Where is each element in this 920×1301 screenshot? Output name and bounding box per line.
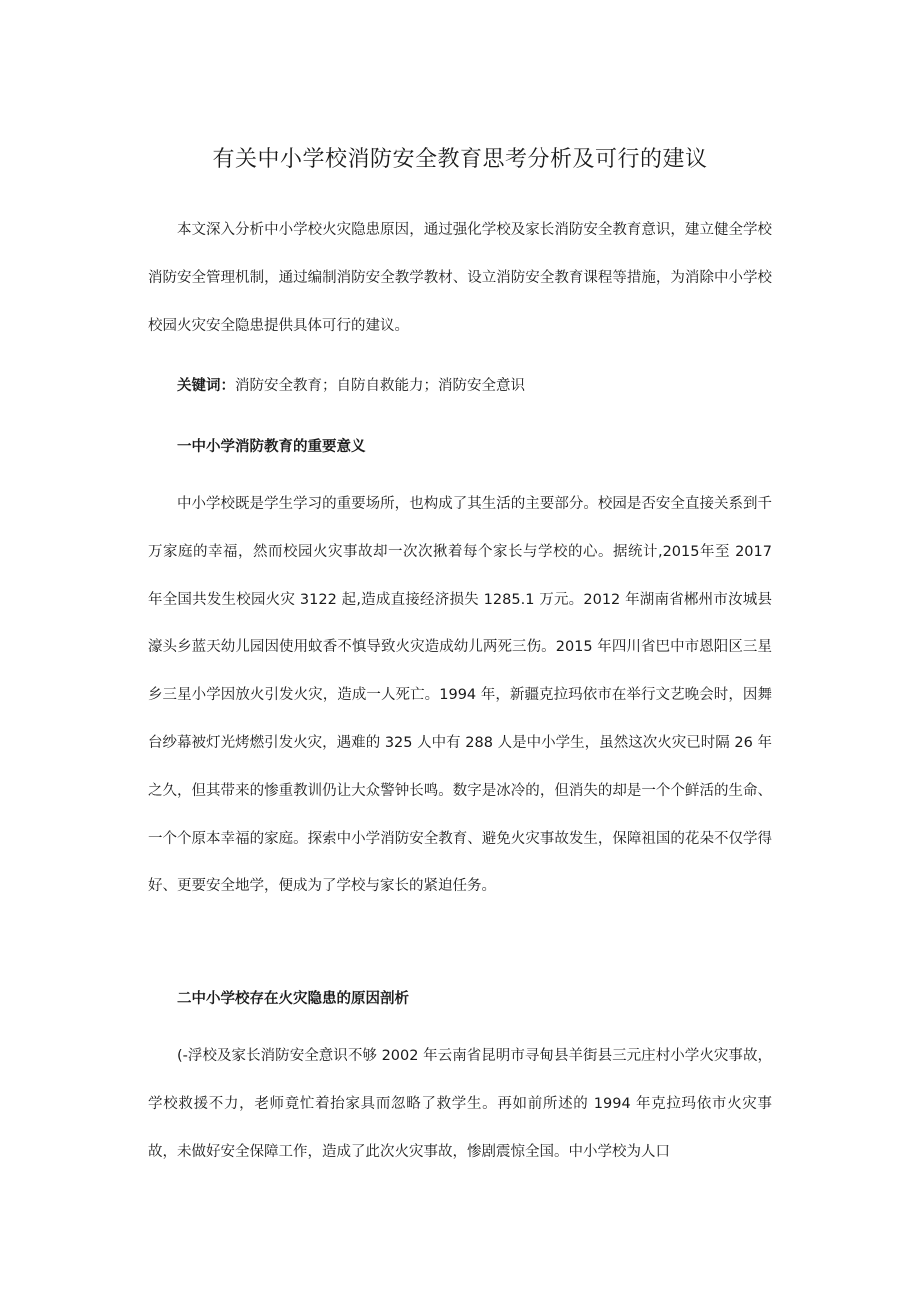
abstract-paragraph: 本文深入分析中小学校火灾隐患原因，通过强化学校及家长消防安全教育意识，建立健全学校消防安全管理机制，通过编制消防安全教学教材、设立消防安全教育课程等措施，为消除中小学校校园火灾安全隐患提供具体可行的建议。 [148,222,772,334]
section-1-paragraph: 中小学校既是学生学习的重要场所，也构成了其生活的主要部分。校园是否安全直接关系到千万家庭的幸福，然而校园火灾事故却一次次揪着每个家长与学校的心。据统计,2015年至 2017 年全国共发生校园火灾 3122 起,造成直接经济损失 1285.1 万元。2012 年湖南省郴州市汝城县濠头乡蓝天幼儿园因使用蚊香不慎导致火灾造成幼儿两死三伤。2015 年四川省巴中市恩阳区三星乡三星小学因放火引发火灾，造成一人死亡。1994 年，新疆克拉玛依市在举行文艺晚会时，因舞台纱幕被灯光烤燃引发火灾，遇难的 325 人中有 288 人是中小学生，虽然这次火灾已时隔 26 年之久，但其带来的惨重教训仍让大众警钟长鸣。数字是冰冷的，但消失的却是一个个鲜活的生命、一个个原本幸福的家庭。探索中小学消防安全教育、避免火灾事故发生，保障祖国的花朵不仅学得好、更要安全地学，便成为了学校与家长的紧迫任务。 [148,496,772,895]
section-heading-1: 一中小学消防教育的重要意义 [177,439,366,455]
document-title: 有关中小学校消防安全教育思考分析及可行的建议 [212,147,708,172]
keywords-label: 关键词： [177,378,235,394]
keywords-line [148,372,801,400]
section-heading-2: 二中小学校存在火灾隐患的原因剖析 [177,991,409,1007]
keywords-text: 消防安全教育；自防自救能力；消防安全意识 [235,378,525,394]
section-2-paragraph: (-浮校及家长消防安全意识不够 2002 年云南省昆明市寻甸县羊街县三元庄村小学火灾事故，学校救援不力，老师竟忙着抬家具而忽略了救学生。再如前所述的 1994 年克拉玛依市火灾事故，未做好安全保障工作，造成了此次火灾事故，惨剧震惊全国。中小学校为人口 [148,1048,772,1160]
